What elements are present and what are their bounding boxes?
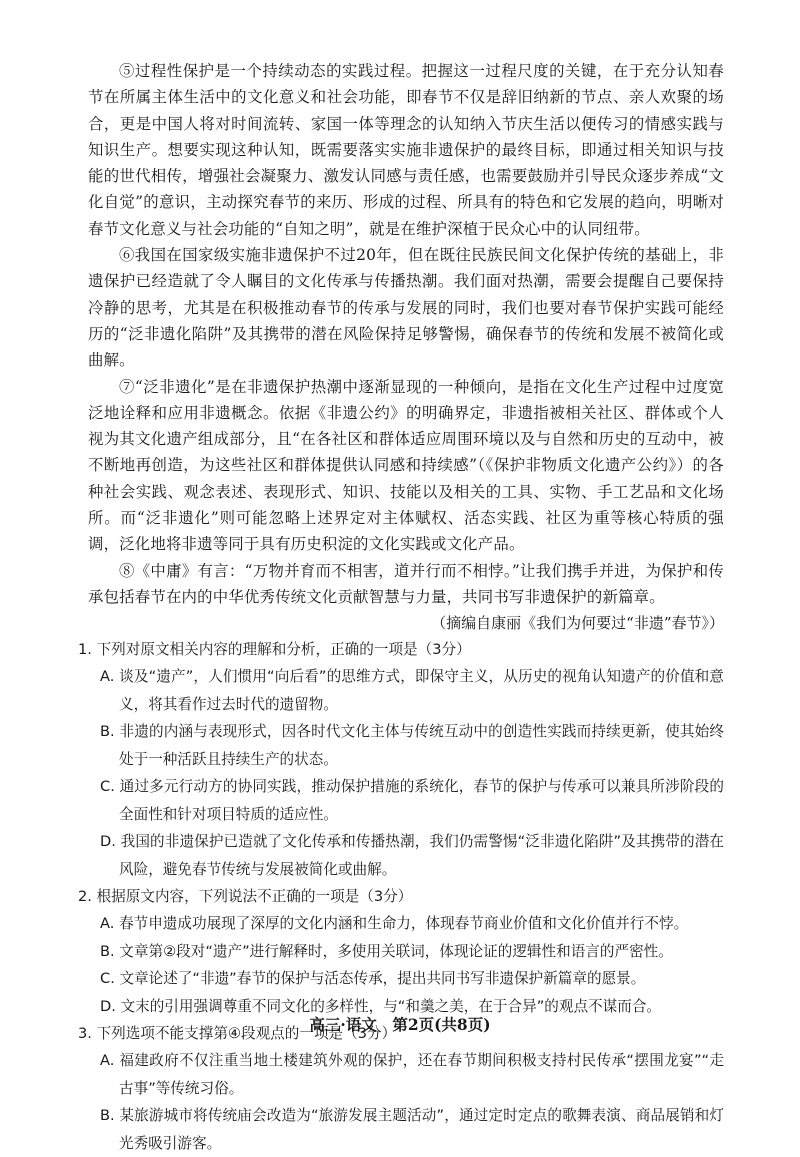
option-a: A. 春节申遗成功展现了深厚的文化内涵和生命力，体现春节商业价值和文化价值并行不悖。	[100, 915, 689, 933]
option-b: B. 文章第②段对“遗产”进行解释时，多使用关联词，体现论证的逻辑性和语言的严密性。	[100, 942, 673, 960]
question-3	[78, 1020, 724, 1157]
question-1	[78, 636, 724, 883]
question-2	[78, 883, 724, 1020]
option-b: B. 某旅游城市将传统庙会改造为“旅游发展主题活动”，通过定时定点的歌舞表演、商品展销和灯光秀吸引游客。	[100, 1107, 724, 1152]
option-d: D. 我国的非遗保护已造就了文化传承和传播热潮，我们仍需警惕“泛非遗化陷阱”及其携带的潜在风险，避免春节传统与发展被简化或曲解。	[100, 833, 724, 878]
option-a: A. 福建政府不仅注重当地土楼建筑外观的保护，还在春节期间积极支持村民传承“摆围龙宴”“走古事”等传统习俗。	[100, 1052, 724, 1097]
option-d: D. 文末的引用强调尊重不同文化的多样性，与“和羹之美，在于合异”的观点不谋而合。	[100, 997, 662, 1015]
paragraph-8: ⑧《中庸》有言：“万物并育而不相害，道并行而不相悖。”让我们携手并进，为保护和传承包括春节在内的中华优秀传统文化贡献智慧与力量，共同书写非遗保护的新篇章。	[88, 561, 724, 606]
option-b: B. 非遗的内涵与表现形式，因各时代文化主体与传统互动中的创造性实践而持续更新，使其始终处于一种活跃且持续生产的状态。	[100, 723, 724, 768]
source-citation: （摘编自康丽《我们为何要过“非遗”春节》）	[431, 614, 724, 633]
page-footer: 高三·语文 第2页(共8页)	[309, 1015, 491, 1034]
paragraph-5: ⑤过程性保护是一个持续动态的实践过程。把握这一过程尺度的关键，在于充分认知春节在所属主体生活中的文化意义和社会功能，即春节不仅是辞旧纳新的节点、亲人欢聚的场合，更是中国人将对时间流转、家国一体等理念的认知纳入节庆生活以便传习的情感实践与知识生产。想要实现这种认知，既需要落实实施非遗保护的最终目标，即通过相关知识与技能的世代相传，增强社会凝聚力、激发认同感与责任感，也需要鼓励并引导民众逐步养成“文化自觉”的意识，主动探究春节的来历、形成的过程、所具有的特色和它发展的趋向，明晰对春节文化意义与社会功能的“自知之明”，就是在维护深植于民众心中的认同纽带。	[88, 62, 724, 238]
option-a: A. 谈及“遗产”，人们惯用“向后看”的思维方式，即保守主义，从历史的视角认知遗产的价值和意义，将其看作过去时代的遗留物。	[100, 668, 724, 713]
option-c: C. 通过多元行动方的协同实践，推动保护措施的系统化，春节的保护与传承可以兼具所涉阶段的全面性和针对项目特质的适应性。	[100, 778, 724, 823]
question-stem: 2. 根据原文内容，下列说法不正确的一项是（3分）	[78, 888, 413, 906]
page-content	[78, 58, 724, 1157]
paragraph-6: ⑥我国在国家级实施非遗保护不过20年，但在既往民族民间文化保护传统的基础上，非遗保护已经造就了令人瞩目的文化传承与传播热潮。我们面对热潮，需要会提醒自己要保持冷静的思考，尤其是在积极推动春节的传承与发展的同时，我们也要对春节保护实践可能经历的“泛非遗化陷阱”及其携带的潜在风险保持足够警惕，确保春节的传统和发展不被简化或曲解。	[88, 246, 724, 370]
question-stem: 3. 下列选项不能支撑第④段观点的一项是（3分）	[78, 1025, 397, 1043]
option-c: C. 文章论述了“非遗”春节的保护与活态传承，提出共同书写非遗保护新篇章的愿景。	[100, 970, 646, 988]
question-stem: 1. 下列对原文相关内容的理解和分析，正确的一项是（3分）	[78, 641, 471, 659]
paragraph-7: ⑦“泛非遗化”是在非遗保护热潮中逐渐显现的一种倾向，是指在文化生产过程中过度宽泛地诠释和应用非遗概念。依据《非遗公约》的明确界定，非遗指被相关社区、群体或个人视为其文化遗产组成部分，且“在各社区和群体适应周围环境以及与自然和历史的互动中，被不断地再创造，为这些社区和群体提供认同感和持续感”（《保护非物质文化遗产公约》）的各种社会实践、观念表述、表现形式、知识、技能以及相关的工具、实物、手工艺品和文化场所。而“泛非遗化”则可能忽略上述界定对主体赋权、活态实践、社区为重等核心特质的强调，泛化地将非遗等同于具有历史积淀的文化实践或文化产品。	[88, 377, 724, 554]
